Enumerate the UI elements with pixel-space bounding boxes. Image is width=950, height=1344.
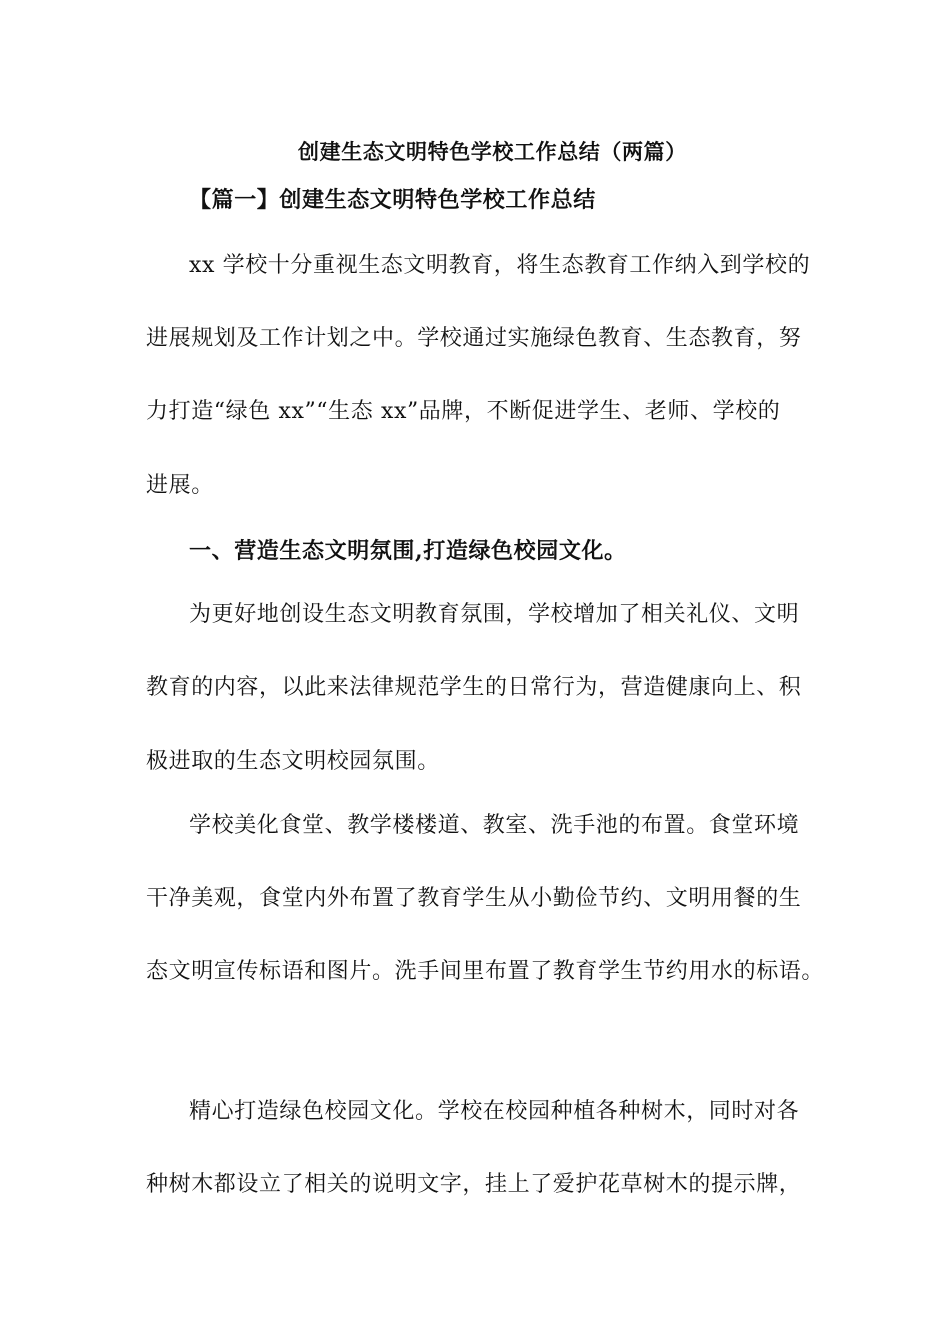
paragraph-line: 为更好地创设生态文明教育氛围，学校增加了相关礼仪、文明	[189, 602, 800, 627]
paragraph-line: 极进取的生态文明校园氛围。	[146, 749, 440, 774]
paragraph-line: 态文明宣传标语和图片。洗手间里布置了教育学生节约用水的标语。	[146, 959, 825, 984]
paragraph-line: xx 学校十分重视生态文明教育，将生态教育工作纳入到学校的	[189, 253, 811, 278]
subheading-one: 一、营造生态文明氛围,打造绿色校园文化。	[189, 538, 627, 564]
paragraph-line: 学校美化食堂、教学楼楼道、教室、洗手池的布置。食堂环境	[189, 813, 800, 838]
paragraph-line: 力打造“绿色 xx”“生态 xx”品牌，不断促进学生、老师、学校的	[146, 399, 781, 424]
section-heading: 【篇一】创建生态文明特色学校工作总结	[189, 187, 596, 213]
paragraph-line: 教育的内容，以此来法律规范学生的日常行为，营造健康向上、积	[146, 675, 802, 700]
paragraph-line: 进展。	[146, 473, 214, 498]
paragraph-line: 进展规划及工作计划之中。学校通过实施绿色教育、生态教育，努	[146, 326, 802, 351]
document-title: 创建生态文明特色学校工作总结（两篇）	[298, 139, 687, 164]
paragraph-line: 种树木都设立了相关的说明文字，挂上了爱护花草树木的提示牌，	[146, 1172, 802, 1197]
paragraph-line: 精心打造绿色校园文化。学校在校园种植各种树木，同时对各	[189, 1099, 800, 1124]
paragraph-line: 干净美观，食堂内外布置了教育学生从小勤俭节约、文明用餐的生	[146, 886, 802, 911]
